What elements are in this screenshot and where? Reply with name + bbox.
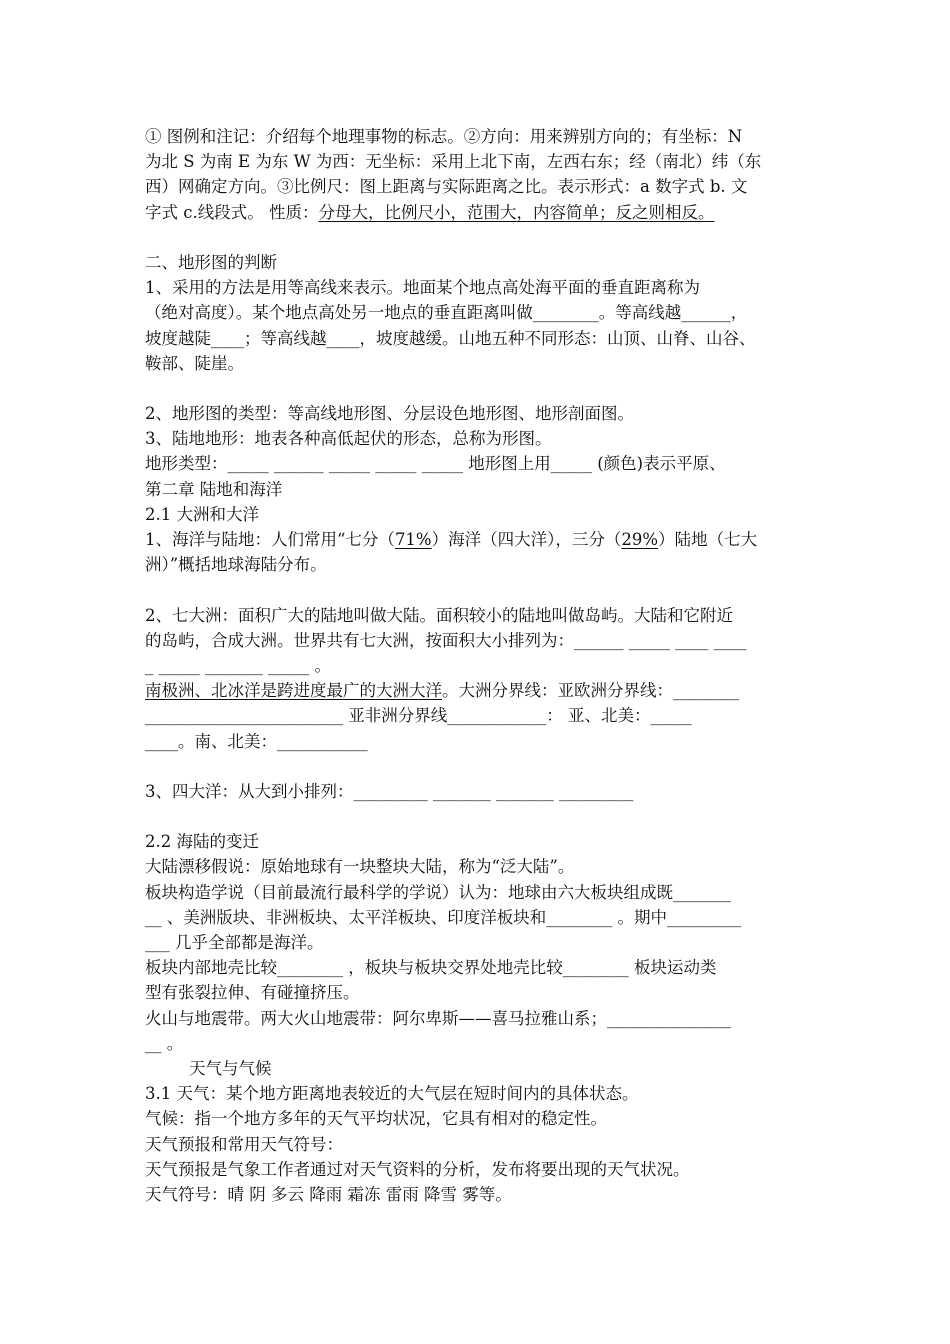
text-span: ________________________ 亚非洲分界线____________： 亚、北美：_____ xyxy=(145,706,692,726)
text-span: 火山与地震带。两大火山地震带：阿尔卑斯——喜马拉雅山系；_______________ xyxy=(145,1008,731,1028)
text-line xyxy=(145,603,810,628)
text-span: 1、采用的方法是用等高线来表示。地面某个地点高处海平面的垂直距离称为 xyxy=(145,278,700,298)
text-span: 为北 S 为南 E 为东 W 为西：无坐标：采用上北下南，左西右东；经（南北）纬（东 xyxy=(145,152,762,172)
text-line xyxy=(145,880,810,905)
text-line xyxy=(145,779,810,804)
text-line xyxy=(145,1106,810,1131)
text-line xyxy=(145,653,810,678)
text-span: 2、七大洲：面积广大的陆地叫做大陆。面积较小的陆地叫做岛屿。大陆和它附近 xyxy=(145,605,733,625)
text-span: 第二章 陆地和海洋 xyxy=(145,479,283,499)
text-line xyxy=(145,351,810,376)
underlined-text: 71% xyxy=(394,530,432,549)
underlined-text: 29% xyxy=(621,530,659,549)
text-line xyxy=(145,149,810,174)
text-span: 二、地形图的判断 xyxy=(145,252,277,272)
text-line xyxy=(145,729,810,754)
text-line xyxy=(145,1132,810,1157)
text-line xyxy=(145,174,810,199)
text-span: 大陆漂移假说：原始地球有一块整块大陆，称为“泛大陆”。 xyxy=(145,857,575,877)
text-span: ① 图例和注记：介绍每个地理事物的标志。②方向：用来辨别方向的；有坐标：N xyxy=(145,127,743,146)
document-body xyxy=(145,124,810,1207)
text-line xyxy=(145,678,810,703)
text-line xyxy=(145,1006,810,1031)
text-span: 3、陆地地形：地表各种高低起伏的形态，总称为形图。 xyxy=(145,429,552,449)
text-line xyxy=(145,628,810,653)
text-line xyxy=(145,552,810,577)
text-span: 2.1 大洲和大洋 xyxy=(145,504,259,524)
text-span: __ 。 xyxy=(145,1033,184,1053)
text-span: ___ 几乎全部都是海洋。 xyxy=(145,933,324,952)
text-span: 气候：指一个地方多年的天气平均状况，它具有相对的稳定性。 xyxy=(145,1109,607,1129)
text-line xyxy=(145,829,810,854)
underlined-text: 分母大，比例尺小，范围大，内容简单；反之则相反。 xyxy=(318,202,715,222)
text-line xyxy=(145,1031,810,1056)
text-line xyxy=(145,426,810,451)
text-span: 3、四大洋：从大到小排列：_________ _______ _______ _________ xyxy=(145,781,634,801)
text-span: 2.2 海陆的变迁 xyxy=(145,832,259,852)
text-span: 2、地形图的类型：等高线地形图、分层设色地形图、地形剖面图。 xyxy=(145,404,634,424)
text-line xyxy=(145,326,810,351)
text-line xyxy=(145,854,810,879)
text-span: 板块构造学说（目前最流行最科学的学说）认为：地球由六大板块组成既_______ xyxy=(145,882,731,902)
text-span: 坡度越陡____；等高线越____，坡度越缓。山地五种不同形态：山顶、山脊、山谷、 xyxy=(145,328,756,348)
blank-line xyxy=(145,804,810,829)
text-span: 天气预报是气象工作者通过对天气资料的分析，发布将要出现的天气状况。 xyxy=(145,1159,690,1179)
text-span: 西）网确定方向。③比例尺：图上距离与实际距离之比。表示形式：a 数字式 b. 文 xyxy=(145,177,748,197)
text-span: 。大洲分界线：亚欧洲分界线：________ xyxy=(442,681,739,701)
text-line xyxy=(145,1056,810,1081)
text-span: ____。南、北美：___________ xyxy=(145,731,368,751)
text-line xyxy=(145,300,810,325)
text-span: ）陆地（七大 xyxy=(658,530,758,549)
text-line xyxy=(145,955,810,980)
text-span: 天气与气候 xyxy=(189,1058,272,1078)
text-span: 鞍部、陡崖。 xyxy=(145,353,244,373)
text-span: 的岛屿，合成大洲。世界共有七大洲，按面积大小排列为：______ _____ ____ ____ xyxy=(145,630,747,650)
text-line xyxy=(145,980,810,1005)
text-line xyxy=(145,703,810,728)
text-line xyxy=(145,527,810,552)
text-line xyxy=(145,1081,810,1106)
blank-line xyxy=(145,225,810,250)
text-line xyxy=(145,477,810,502)
text-span: 型有张裂拉伸、有碰撞挤压。 xyxy=(145,983,360,1003)
text-line xyxy=(145,124,810,149)
text-line xyxy=(145,930,810,955)
text-line xyxy=(145,905,810,930)
text-span: 板块内部地壳比较________ ，板块与板块交界处地壳比较________ 板块运动类 xyxy=(145,958,717,978)
text-span: __ 、美洲版块、非洲板块、太平洋板块、印度洋板块和________ 。期中_________ xyxy=(145,907,742,927)
text-line xyxy=(145,502,810,527)
text-line xyxy=(145,250,810,275)
text-span: ）海洋（四大洋），三分（ xyxy=(431,530,622,549)
text-span: 洲）”概括地球海陆分布。 xyxy=(145,555,327,575)
text-span: 字式 c.线段式。 性质： xyxy=(145,202,319,222)
text-line xyxy=(145,200,810,225)
text-line xyxy=(145,451,810,476)
text-span: 天气符号：晴 阴 多云 降雨 霜冻 雷雨 降雪 雾等。 xyxy=(145,1184,512,1204)
text-line xyxy=(145,275,810,300)
text-span: 地形类型：_____ ______ _____ _____ _____ 地形图上用_____ (颜色)表示平原、 xyxy=(145,454,726,474)
blank-line xyxy=(145,754,810,779)
text-line xyxy=(145,1182,810,1207)
text-span: 天气预报和常用天气符号： xyxy=(145,1134,343,1154)
blank-line xyxy=(145,577,810,602)
text-span: 3.1 天气：某个地方距离地表较近的大气层在短时间内的具体状态。 xyxy=(145,1084,639,1104)
text-line xyxy=(145,401,810,426)
text-span: （绝对高度）。某个地点高处另一地点的垂直距离叫做________。等高线越______， xyxy=(145,303,748,323)
blank-line xyxy=(145,376,810,401)
text-span: 1、海洋与陆地：人们常用“七分（ xyxy=(145,530,395,549)
underlined-text: 南极洲、北冰洋是跨进度最广的大洲大洋 xyxy=(145,681,442,701)
text-line xyxy=(145,1157,810,1182)
text-span: _ _____ _______ _____ 。 xyxy=(145,655,331,675)
